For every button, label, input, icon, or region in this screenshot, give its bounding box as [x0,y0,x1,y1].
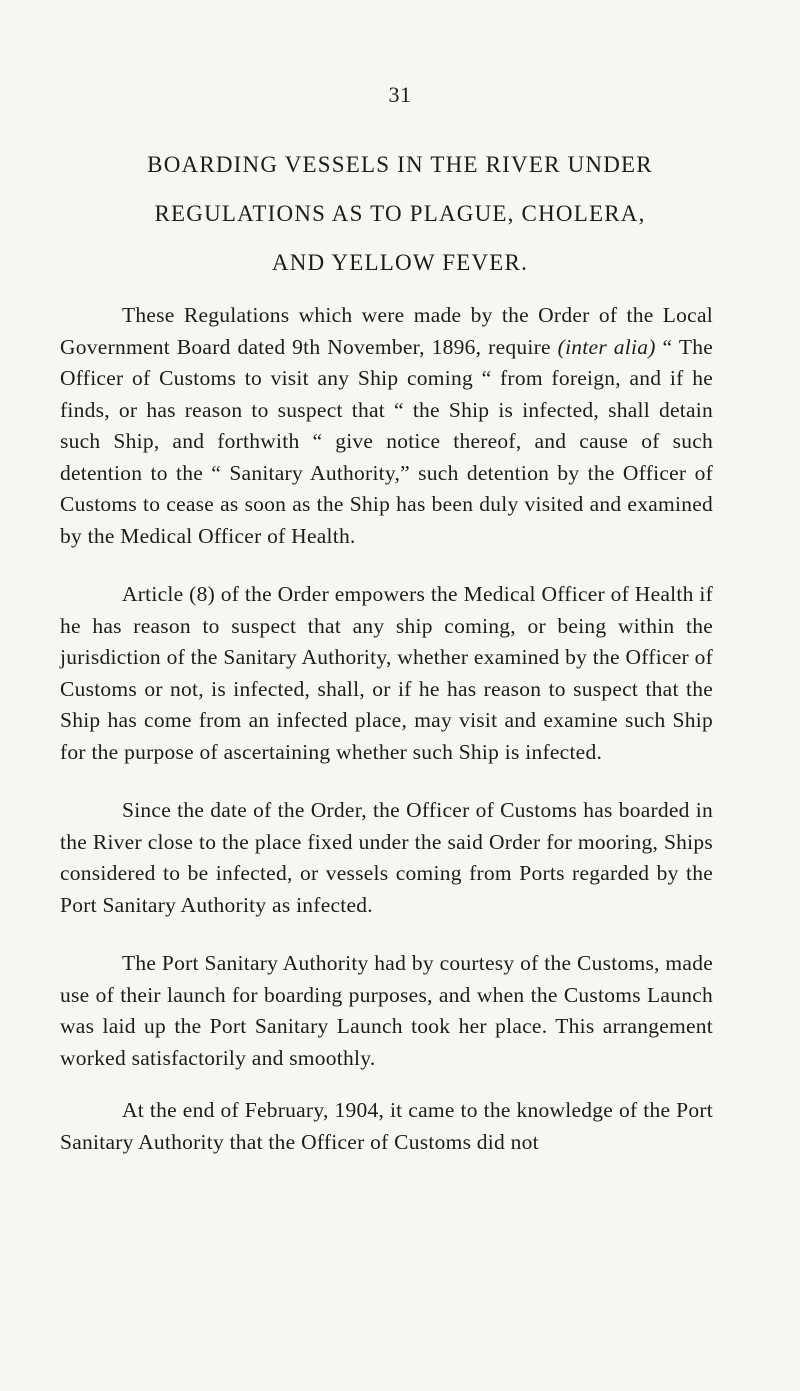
paragraph-quoted-text: “ The Officer of Customs to visit any Ship coming “ from foreign, and if he finds, or has reason to suspect that “ the Ship is infected, shall detain such Ship, and forthwith “ give notice thereof, and cause of such detention to the “ Sanitary Authority,” such detention by the Officer of Customs to cease as soon as the Ship has been duly visited and examined by the Medical Officer of Health. [60,334,713,548]
section-heading [60,140,740,287]
paragraph-lead-text: These Regulations which were made by the Order of the Local Government Board dated 9th November, 1896, require [60,303,713,359]
paragraph-article-8: Article (8) of the Order empowers the Medical Officer of Health if he has reason to suspect that any ship coming, or being within the jurisdiction of the Sanitary Authority, whether examined by the Officer of Customs or not, is infected, shall, or if he has reason to suspect that the Ship has come from an infected place, may visit and examine such Ship for the purpose of ascertaining whether such Ship is infected. [60,582,713,764]
paragraph-regulations [60,300,713,552]
heading-line: AND YELLOW FEVER. [271,250,529,275]
paragraph-launch-arrangement: The Port Sanitary Authority had by courtesy of the Customs, made use of their launch for boarding purposes, and when the Customs Launch was laid up the Port Sanitary Launch took her place. This arrangement worked satisfactorily and smoothly. [60,951,713,1070]
body-text [60,300,713,1158]
latin-phrase: (inter alia) [557,334,656,359]
page-number: 31 [388,82,412,107]
heading-line: BOARDING VESSELS IN THE RIVER UNDER [147,152,653,177]
paragraph-customs-boarding: Since the date of the Order, the Officer of Customs has boarded in the River close to the place fixed under the said Order for mooring, Ships considered to be infected, or vessels coming from Ports regarded by the Port Sanitary Authority as infected. [60,798,713,917]
paragraph-february-1904: At the end of February, 1904, it came to the knowledge of the Port Sanitary Authority that the Officer of Customs did not [60,1098,713,1154]
heading-line: REGULATIONS AS TO PLAGUE, CHOLERA, [154,201,646,226]
